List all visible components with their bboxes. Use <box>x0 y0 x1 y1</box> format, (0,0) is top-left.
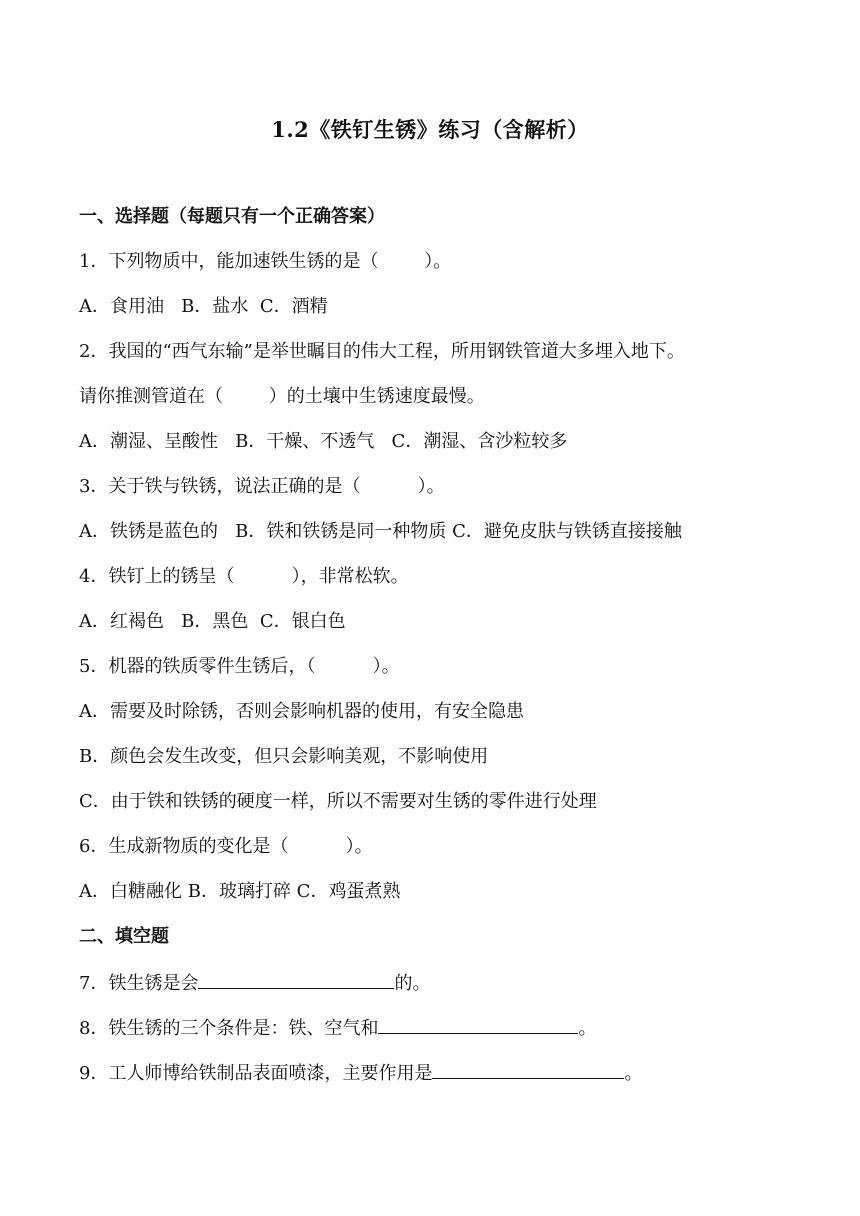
answer-blank-7[interactable] <box>198 970 394 989</box>
section-heading-fill: 二、填空题 <box>79 926 169 947</box>
question-7-end: 的。 <box>394 973 431 994</box>
answer-blank-8[interactable] <box>378 1015 578 1034</box>
question-5-option-a: A．需要及时除锈，否则会影响机器的使用，有安全隐患 <box>79 701 524 722</box>
question-9 <box>79 1060 642 1086</box>
question-5-option-c: C．由于铁和铁锈的硬度一样，所以不需要对生锈的零件进行处理 <box>79 791 597 812</box>
answer-blank-9[interactable] <box>432 1060 624 1079</box>
question-9-text: 9．工人师博给铁制品表面喷漆，主要作用是 <box>79 1063 433 1084</box>
question-2-options: A．潮湿、呈酸性 B．干燥、不透气 C．潮湿、含沙粒较多 <box>79 431 568 452</box>
question-5-option-b: B．颜色会发生改变，但只会影响美观，不影响使用 <box>79 746 489 767</box>
question-6: 6．生成新物质的变化是（ ）。 <box>79 836 373 857</box>
question-1: 1．下列物质中，能加速铁生锈的是（ ）。 <box>79 251 452 272</box>
question-7-text: 7．铁生锈是会 <box>79 973 199 994</box>
question-5: 5．机器的铁质零件生锈后，（ ）。 <box>79 656 400 677</box>
question-8-text: 8．铁生锈的三个条件是：铁、空气和 <box>79 1018 379 1039</box>
question-9-end: 。 <box>624 1063 643 1084</box>
question-2-line-1: 2．我国的“西气东输”是举世瞩目的伟大工程，所用钢铁管道大多埋入地下。 <box>79 341 685 362</box>
section-heading-choice: 一、选择题（每题只有一个正确答案） <box>79 206 385 227</box>
page-title: 1.2《铁钉生锈》练习（含解析） <box>271 117 589 142</box>
question-6-options: A．白糖融化 B．玻璃打碎 C．鸡蛋煮熟 <box>79 881 401 902</box>
question-8 <box>79 1015 596 1041</box>
question-3: 3．关于铁与铁锈，说法正确的是（ ）。 <box>79 476 445 497</box>
question-7 <box>79 970 430 996</box>
question-3-options: A．铁锈是蓝色的 B．铁和铁锈是同一种物质 C．避免皮肤与铁锈直接接触 <box>79 521 682 542</box>
question-1-options: A．食用油 B．盐水 C．酒精 <box>79 296 328 317</box>
question-8-end: 。 <box>578 1018 597 1039</box>
question-2-line-2: 请你推测管道在（ ）的土壤中生锈速度最慢。 <box>79 386 485 407</box>
question-4-options: A．红褐色 B．黑色 C．银白色 <box>79 611 346 632</box>
question-4: 4．铁钉上的锈呈（ ），非常松软。 <box>79 566 409 587</box>
